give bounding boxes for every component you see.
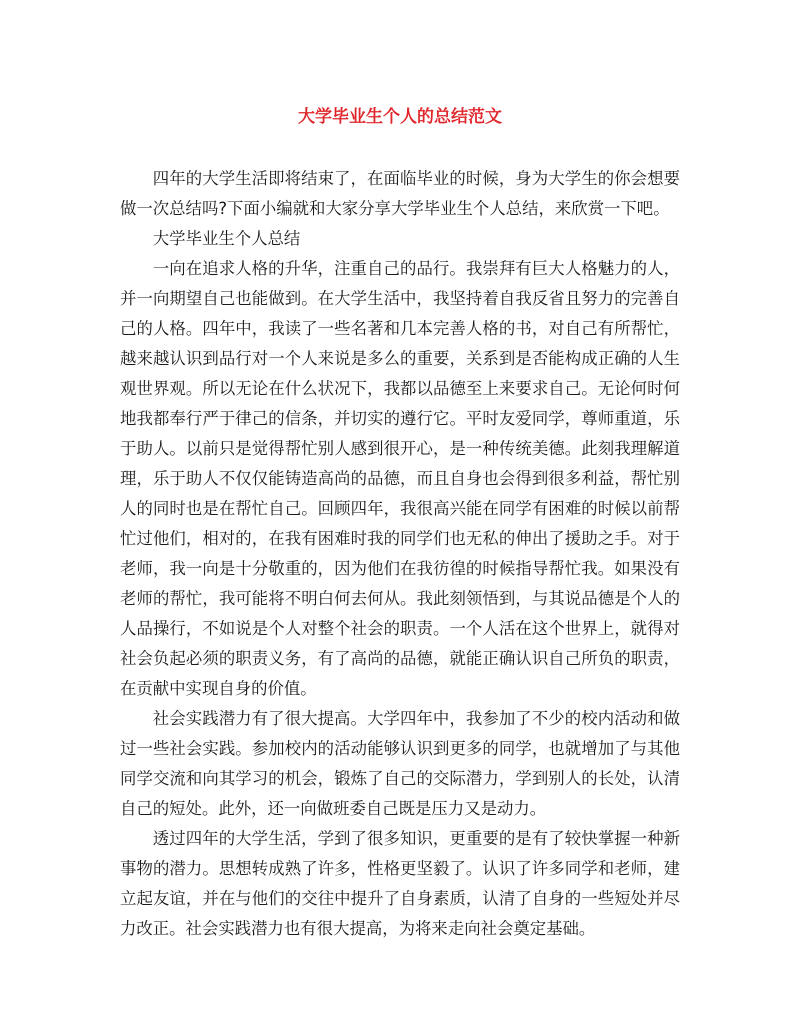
paragraph-social-practice: 社会实践潜力有了很大提高。大学四年中，我参加了不少的校内活动和做过一些社会实践。参加校内的活动能够认识到更多的同学，也就增加了与其他同学交流和向其学习的机会，锻炼了自己的交际潜力，学到别人的长处，认清自己的短处。此外，还一向做班委自己既是压力又是动力。 [120, 709, 680, 818]
paragraph-heading: 大学毕业生个人总结 [152, 229, 301, 248]
paragraph-conclusion: 透过四年的大学生活，学到了很多知识，更重要的是有了较快掌握一种新事物的潜力。思想转成熟了许多，性格更坚毅了。认识了许多同学和老师，建立起友谊，并在与他们的交往中提升了自身素质，认清了自身的一些短处并尽力改正。社会实践潜力也有很大提高，为将来走向社会奠定基础。 [120, 829, 680, 938]
document-body [120, 164, 680, 944]
document-title: 大学毕业生个人的总结范文 [298, 107, 502, 127]
paragraph-intro: 四年的大学生活即将结束了，在面临毕业的时候，身为大学生的你会想要做一次总结吗?下面小编就和大家分享大学毕业生个人总结，来欣赏一下吧。 [120, 169, 680, 218]
paragraph-character: 一向在追求人格的升华，注重自己的品行。我崇拜有巨大人格魅力的人，并一向期望自己也能做到。在大学生活中，我坚持着自我反省且努力的完善自己的人格。四年中，我读了一些名著和几本完善人格的书，对自己有所帮忙，越来越认识到品行对一个人来说是多么的重要，关系到是否能构成正确的人生观世界观。所以无论在什么状况下，我都以品德至上来要求自己。无论何时何地我都奉行严于律己的信条，并切实的遵行它。平时友爱同学，尊师重道，乐于助人。以前只是觉得帮忙别人感到很开心，是一种传统美德。此刻我理解道理，乐于助人不仅仅能铸造高尚的品德，而且自身也会得到很多利益，帮忙别人的同时也是在帮忙自己。回顾四年，我很高兴能在同学有困难的时候以前帮忙过他们，相对的，在我有困难时我的同学们也无私的伸出了援助之手。对于老师，我一向是十分敬重的，因为他们在我彷徨的时候指导帮忙我。如果没有老师的帮忙，我可能将不明白何去何从。我此刻领悟到，与其说品德是个人的人品操行，不如说是个人对整个社会的职责。一个人活在这个世界上，就得对社会负起必须的职责义务，有了高尚的品德，就能正确认识自己所负的职责，在贡献中实现自身的价值。 [120, 259, 680, 698]
